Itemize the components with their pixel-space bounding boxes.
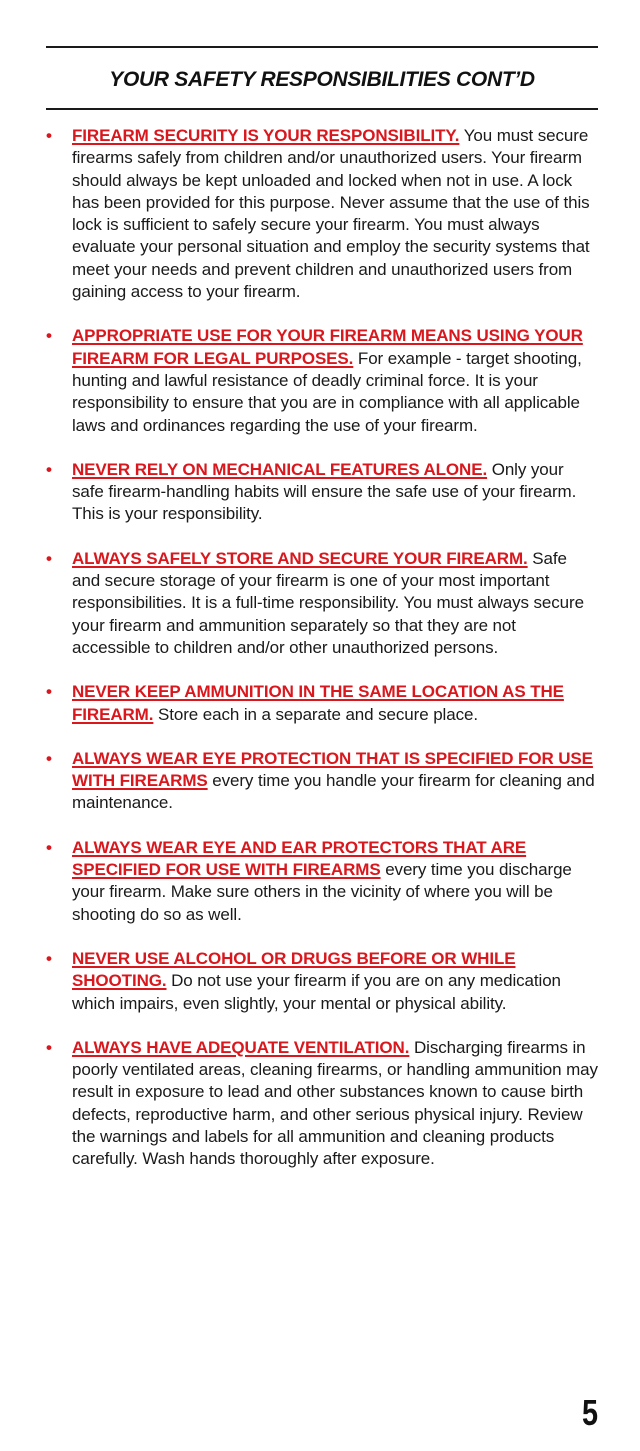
list-item-firearm-security	[46, 125, 598, 303]
list-item-eye-ear-protectors	[46, 837, 598, 926]
item-body: every time you handle your firearm for cleaning and maintenance.	[72, 771, 595, 813]
list-item-alcohol-drugs	[46, 948, 598, 1015]
bullet-icon: •	[46, 682, 52, 702]
list-item-safe-storage	[46, 548, 598, 659]
item-body: You must secure firearms safely from children and/or unauthorized users. Your firearm should always be kept unloaded and locked when not in use. A lock has been provided for this purpose. Never assume that the use of this lock is sufficient to safely secure your firearm. You must always evaluate your personal situation and employ the security systems that meet your needs and prevent children and unauthorized users from gaining access to your firearm.	[72, 126, 590, 302]
page-number: 5	[581, 1392, 598, 1433]
list-item-mechanical-features	[46, 459, 598, 526]
header-bottom-rule	[46, 108, 598, 110]
header-top-rule	[46, 46, 598, 48]
list-item-ventilation	[46, 1037, 598, 1171]
bullet-icon: •	[46, 326, 52, 346]
list-item-appropriate-use	[46, 325, 598, 436]
bullet-icon: •	[46, 548, 52, 568]
item-body: every time you discharge your firearm. Make sure others in the vicinity of where you will be shooting do so as well.	[72, 860, 572, 924]
item-body: Discharging firearms in poorly ventilated areas, cleaning firearms, or handling ammunition may result in exposure to lead and other substances known to cause birth defects, reproductive harm, and other serious physical injury. Review the warnings and labels for all ammunition and cleaning products carefully. Wash hands thoroughly after exposure.	[72, 1037, 598, 1169]
safety-list	[46, 125, 598, 1193]
bullet-icon: •	[46, 459, 52, 479]
item-heading: ALWAYS SAFELY STORE AND SECURE YOUR FIREARM.	[72, 548, 528, 568]
bullet-icon: •	[46, 1037, 52, 1057]
item-body: Do not use your firearm if you are on any medication which impairs, even slightly, your mental or physical ability.	[72, 971, 561, 1013]
item-body: Store each in a separate and secure place.	[153, 704, 478, 724]
item-body: Only your safe firearm-handling habits will ensure the safe use of your firearm. This is your responsibility.	[72, 459, 577, 524]
bullet-icon: •	[46, 126, 52, 145]
item-heading: ALWAYS WEAR EYE AND EAR PROTECTORS THAT ARE SPECIFIED FOR USE WITH FIREARMS	[72, 837, 527, 880]
list-item-ammunition-location	[46, 681, 598, 726]
item-heading: ALWAYS HAVE ADEQUATE VENTILATION.	[72, 1037, 410, 1057]
bullet-icon: •	[46, 948, 52, 968]
item-heading: NEVER USE ALCOHOL OR DRUGS BEFORE OR WHILE SHOOTING.	[72, 948, 516, 991]
item-heading: NEVER RELY ON MECHANICAL FEATURES ALONE.	[72, 459, 488, 479]
item-body: Safe and secure storage of your firearm is one of your most important responsibilities. It is a full-time responsibility. You must always secure your firearm and ammunition separately so that they are not accessible to children and/or other unauthorized persons.	[72, 548, 584, 657]
item-body: For example - target shooting, hunting and lawful resistance of deadly criminal force. It is your responsibility to ensure that you are in compliance with all applicable laws and ordinances regarding the use of your firearm.	[72, 348, 582, 435]
page-title: YOUR SAFETY RESPONSIBILITIES CONT’D	[109, 68, 535, 91]
item-heading: FIREARM SECURITY IS YOUR RESPONSIBILITY.	[72, 126, 460, 145]
item-heading: NEVER KEEP AMMUNITION IN THE SAME LOCATION AS THE FIREARM.	[72, 682, 564, 724]
list-item-eye-protection	[46, 748, 598, 815]
item-heading: APPROPRIATE USE FOR YOUR FIREARM MEANS USING YOUR FIREARM FOR LEGAL PURPOSES.	[72, 326, 583, 368]
bullet-icon: •	[46, 748, 52, 768]
item-heading: ALWAYS WEAR EYE PROTECTION THAT IS SPECIFIED FOR USE WITH FIREARMS	[72, 748, 593, 791]
bullet-icon: •	[46, 837, 52, 857]
